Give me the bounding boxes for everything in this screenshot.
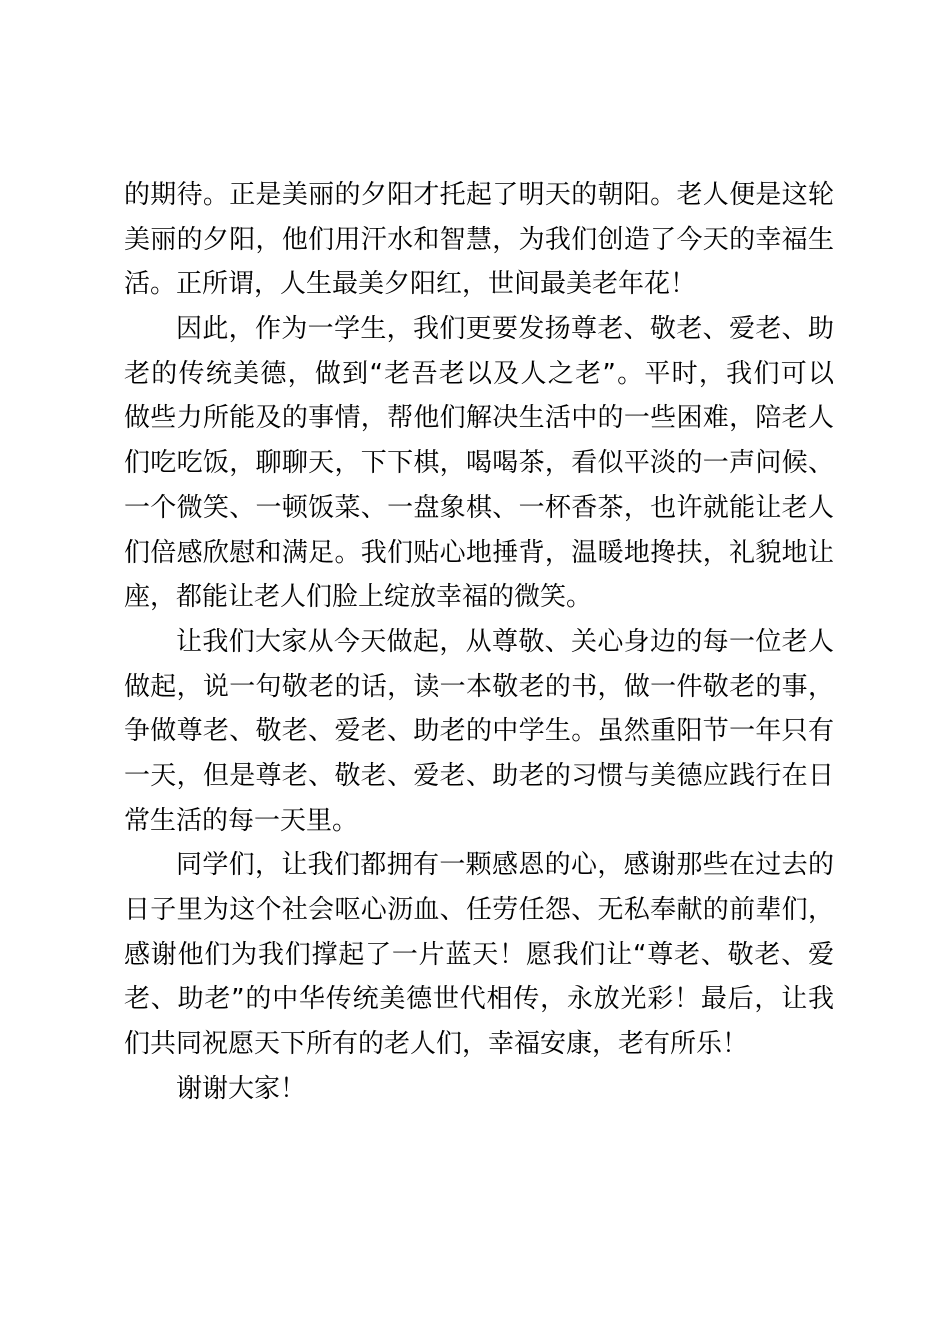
text-line: 争做尊老、敬老、爱老、助老的中学生。虽然重阳节一年只有 [124, 716, 834, 747]
text-line: 谢谢大家！ [176, 1073, 307, 1104]
text-line: 一天，但是尊老、敬老、爱老、助老的习惯与美德应践行在日 [124, 760, 834, 791]
text-line: 老、助老”的中华传统美德世代相传，永放光彩！最后，让我 [124, 984, 834, 1015]
text-line: 们倍感欣慰和满足。我们贴心地捶背，温暖地搀扶，礼貌地让 [124, 537, 834, 568]
text-line: 做些力所能及的事情，帮他们解决生活中的一些困难，陪老人 [124, 403, 834, 434]
text-line: 一个微笑、一顿饭菜、一盘象棋、一杯香茶，也许就能让老人 [124, 492, 834, 523]
text-line: 常生活的每一天里。 [124, 805, 359, 836]
text-line: 老的传统美德，做到“老吾老以及人之老”。平时，我们可以 [124, 358, 834, 389]
text-line: 同学们，让我们都拥有一颗感恩的心，感谢那些在过去的 [176, 850, 834, 881]
text-line: 感谢他们为我们撑起了一片蓝天！愿我们让“尊老、敬老、爱 [124, 939, 834, 970]
text-line: 美丽的夕阳，他们用汗水和智慧，为我们创造了今天的幸福生 [124, 224, 834, 255]
text-line: 的期待。正是美丽的夕阳才托起了明天的朝阳。老人便是这轮 [124, 180, 834, 210]
text-line: 活。正所谓，人生最美夕阳红，世间最美老年花！ [124, 269, 697, 300]
text-line: 们吃吃饭，聊聊天，下下棋，喝喝茶，看似平淡的一声问候、 [124, 448, 834, 479]
text-line: 让我们大家从今天做起，从尊敬、关心身边的每一位老人 [176, 626, 834, 657]
text-line: 们共同祝愿天下所有的老人们，幸福安康，老有所乐！ [124, 1029, 749, 1060]
text-line: 做起，说一句敬老的话，读一本敬老的书，做一件敬老的事， [124, 671, 834, 702]
body-text [124, 173, 834, 1111]
text-line: 日子里为这个社会呕心沥血、任劳任怨、无私奉献的前辈们， [124, 895, 834, 925]
text-line: 座，都能让老人们脸上绽放幸福的微笑。 [124, 582, 593, 613]
text-line: 因此，作为一学生，我们更要发扬尊老、敬老、爱老、助 [176, 314, 834, 345]
